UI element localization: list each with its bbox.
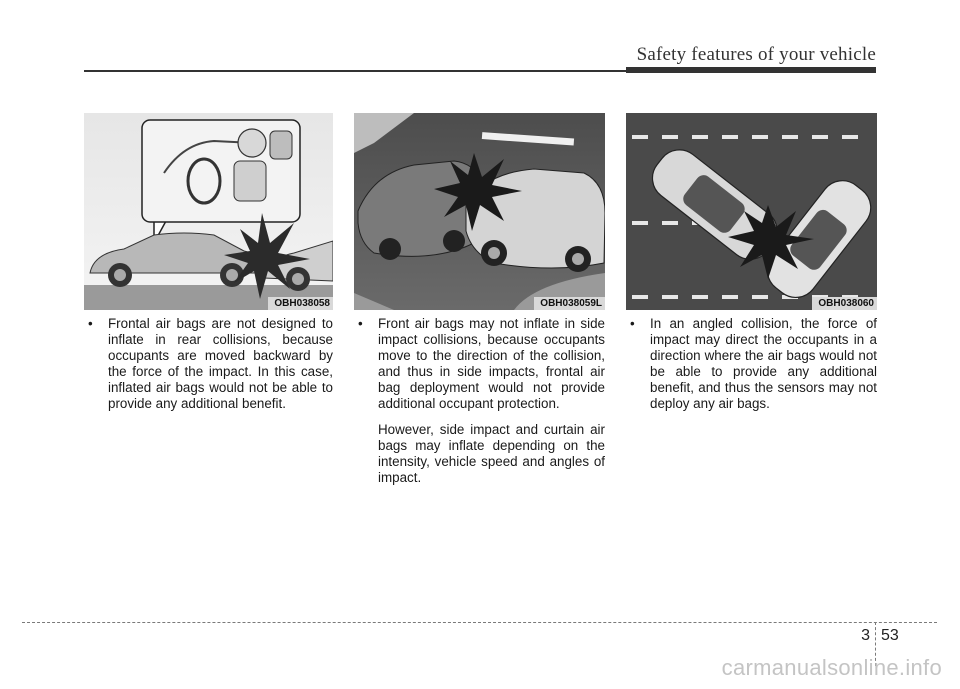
bullet-dot: • bbox=[630, 316, 635, 331]
text-column-3 bbox=[626, 316, 877, 412]
page-header-title: Safety features of your vehicle bbox=[636, 44, 876, 65]
paragraph-text: Front air bags may not inflate in side impact collisions, because occupants move to the direction of the collision, and thus in side impacts, frontal air bag deployment would not provide additional occupant protection. bbox=[378, 316, 605, 411]
text-column-2 bbox=[354, 316, 605, 486]
rear-collision-illustration bbox=[84, 113, 333, 310]
paragraph-text-extra: However, side impact and curtain air bags may inflate depending on the intensity, vehicle speed and angles of impact. bbox=[378, 422, 605, 485]
figure-code: OBH038058 bbox=[268, 297, 333, 310]
watermark-text: carmanualsonline.info bbox=[721, 655, 942, 680]
figure-rear-collision bbox=[84, 113, 333, 310]
bullet-dot: • bbox=[358, 316, 363, 331]
figure-code: OBH038059L bbox=[534, 297, 605, 310]
text-column-1 bbox=[84, 316, 333, 412]
paragraph-text: In an angled collision, the force of impact may direct the occupants in a direction where the air bags would not be able to provide any additional benefit, and thus the sensors may not deploy any air bags. bbox=[650, 316, 877, 411]
bullet-dot: • bbox=[88, 316, 93, 331]
angled-collision-illustration bbox=[626, 113, 877, 310]
paragraph-text: Frontal air bags are not designed to inflate in rear collisions, because occupants are moved backward by the force of the impact. In this case, inflated air bags would not be able to provide any additional benefit. bbox=[108, 316, 333, 411]
bullet-paragraph bbox=[626, 316, 877, 412]
figure-angled-collision bbox=[626, 113, 877, 310]
section-number: 3 bbox=[861, 627, 870, 644]
side-impact-illustration bbox=[354, 113, 605, 310]
footer-divider bbox=[22, 622, 937, 623]
bullet-paragraph bbox=[84, 316, 333, 412]
bullet-paragraph bbox=[354, 316, 605, 412]
page-number: 53 bbox=[881, 627, 899, 644]
figure-code: OBH038060 bbox=[812, 297, 877, 310]
header-rule-accent bbox=[626, 67, 876, 73]
figure-side-impact bbox=[354, 113, 605, 310]
